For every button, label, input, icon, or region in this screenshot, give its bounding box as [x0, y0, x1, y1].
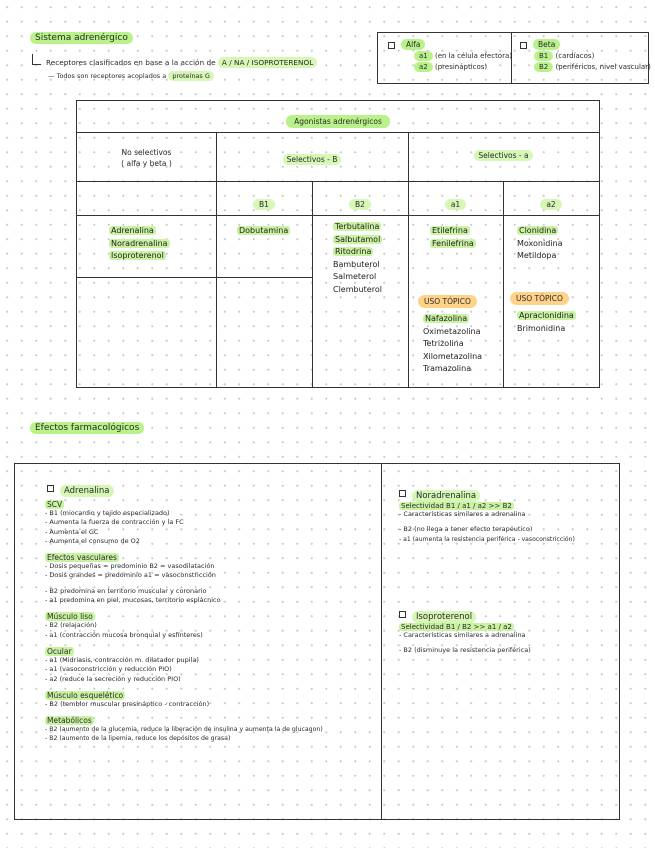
subheader-a2-text: a2	[540, 199, 561, 210]
effect-line: - a1 (vasoconstricción y reducción PIO)	[45, 665, 172, 674]
subheader-a1	[408, 192, 503, 211]
receptor-desc: (cardíacos)	[555, 52, 595, 61]
effect-line: - Aumenta el GC	[45, 527, 99, 536]
effect-section	[45, 716, 375, 744]
effect-line: - Dosis pequeñas = predominio B2 = vasodilatación	[45, 562, 215, 571]
drug-name: Salmeterol	[333, 272, 377, 281]
effect-line: - Aumenta la fuerza de contracción y la FC	[45, 518, 184, 527]
drug-item	[517, 238, 563, 251]
drug-item	[333, 259, 382, 272]
effect-line: - B1 (miocardio y tejido especializado)	[45, 509, 170, 517]
drug-item	[237, 225, 290, 238]
effects-title-text: Efectos farmacológicos	[35, 423, 140, 433]
effect-heading-text: Músculo esquelético	[47, 690, 124, 700]
drug-name: Etilefrina	[432, 226, 468, 235]
header-bracket-h	[32, 64, 41, 65]
drug-name: Nafazolina	[425, 314, 468, 323]
drug-name: Oximetazolina	[423, 326, 481, 336]
drug-name: Ritodrina	[335, 247, 372, 256]
drug-item	[423, 351, 482, 364]
effect-section	[45, 553, 375, 605]
drug-name: Apraclonidina	[519, 311, 574, 320]
effect-line: - B2 (aumento de la lipemia, reduce los depósitos de grasa)	[45, 735, 231, 743]
effect-line: - a2 (reduce la secreción y reducción PIO)	[45, 674, 181, 683]
header-line2: — Todos son receptores acoplados a proteínas G	[48, 72, 214, 81]
effect-line: - a1 (Midriasis, contracción m. dilatador pupila)	[45, 655, 199, 664]
subheader-b1	[216, 192, 312, 211]
drug-name: Clembuterol	[333, 284, 382, 294]
drug-item	[333, 284, 382, 297]
effect-line: - B2 predomina en territorio muscular y coronario	[45, 586, 207, 595]
drug-name: Dobutamina	[239, 226, 289, 235]
receptor-alfa	[388, 40, 512, 73]
header-selectivos-b	[216, 147, 408, 166]
table-vline	[216, 132, 217, 387]
drug-item	[109, 225, 170, 238]
drug-item	[517, 310, 576, 323]
adrenalina-title	[47, 478, 114, 497]
header-line2-highlight: proteínas G	[168, 71, 214, 81]
header-no-selectivos	[77, 147, 216, 169]
agonists-table	[76, 100, 600, 388]
header-no-selectivos-text: No selectivos	[121, 148, 172, 157]
table-hline	[77, 132, 599, 133]
header-line1	[46, 58, 317, 67]
receptor-beta-title-text: Beta	[533, 39, 560, 50]
drug-item	[333, 246, 382, 259]
drug-item	[517, 250, 563, 263]
effect-line: - Dosis grandes = predominio a1 = vasoconstricción	[45, 571, 216, 580]
header-line1-prefix: Receptores clasificados en base a la acción de	[46, 58, 216, 67]
subheader-b2-text: B2	[349, 199, 371, 210]
adrenalina-title-text: Adrenalina	[60, 485, 114, 497]
table-vline	[312, 181, 313, 387]
drug-item	[423, 363, 482, 376]
receptor-desc: (periféricos, nivel vascular)	[555, 63, 651, 72]
drug-item	[423, 338, 482, 351]
table-title	[77, 109, 599, 128]
receptor-alfa-title-text: Alfa	[401, 39, 425, 50]
page-title	[30, 32, 133, 44]
receptor-beta-item	[534, 63, 651, 72]
drug-item	[109, 250, 170, 263]
header-selectivos-b-text: Selectivos - B	[283, 154, 342, 165]
effect-line: - a1 predomina en piel, mucosas, territorio esplácnico	[45, 596, 221, 605]
receptor-tag: a1	[414, 51, 433, 61]
effect-line: - Características similares a adrenalina	[399, 510, 526, 518]
effect-heading	[45, 553, 375, 562]
drug-name: Terbutalina	[335, 222, 380, 231]
drugs-a2-topico	[517, 310, 576, 335]
drug-name: Isoproterenol	[111, 251, 164, 260]
drugs-a1	[430, 225, 476, 250]
checkbox-icon	[47, 485, 54, 492]
drug-name: Adrenalina	[111, 226, 154, 235]
checkbox-icon	[388, 42, 395, 49]
effects-box	[14, 463, 620, 820]
effects-title	[30, 422, 144, 434]
page-title-text: Sistema adrenérgico	[35, 33, 128, 43]
receptor-beta	[520, 40, 651, 73]
drug-name: Bambuterol	[333, 259, 380, 269]
isoproterenol-title	[399, 604, 476, 623]
drug-item	[333, 221, 382, 234]
subheader-b2	[312, 192, 408, 211]
drug-name: Tetrizolina	[423, 339, 464, 348]
receptor-beta-item	[534, 52, 651, 61]
effect-heading-text: Ocular	[47, 646, 72, 656]
effect-line: - B2 (aumento de la glucemia, reduce la liberación de insulina y aumenta la de glucagon)	[45, 726, 323, 734]
effect-heading	[45, 612, 375, 621]
receptor-alfa-title	[388, 40, 512, 49]
receptor-tag: a2	[414, 62, 433, 72]
drug-name: Noradrenalina	[111, 238, 168, 248]
table-vline	[408, 132, 409, 387]
drug-name: Brimonidina	[517, 323, 566, 333]
drugs-no-selectivos	[109, 225, 170, 263]
drugs-a1-topico	[423, 313, 482, 376]
receptor-box	[377, 32, 649, 84]
receptor-beta-title	[520, 40, 651, 49]
receptor-tag: B2	[534, 62, 553, 72]
effect-line: - B2 (no llega a tener efecto terapéutico)	[399, 525, 533, 534]
drugs-b2	[333, 221, 382, 296]
header-no-selectivos-sub: ( alfa y beta )	[121, 159, 172, 168]
drug-name: Salbutamol	[335, 234, 381, 244]
topico-label-a2	[510, 286, 569, 305]
effect-heading-text: Efectos vasculares	[47, 553, 117, 563]
subheader-b1-text: B1	[253, 199, 275, 210]
topico-label-a1-text: USO TÓPICO	[418, 295, 477, 308]
isoproterenol-body	[399, 623, 613, 656]
effect-line: - a1 (contracción mucosa bronquial y esfínteres)	[45, 630, 203, 639]
checkbox-icon	[520, 42, 527, 49]
effect-section	[45, 647, 375, 684]
drug-item	[423, 313, 482, 326]
drug-item	[423, 326, 482, 339]
table-vline	[503, 181, 504, 387]
subheader-a1-text: a1	[445, 199, 466, 210]
effect-line: - B2 (disminuye la resistencia periférica)	[399, 646, 531, 655]
receptor-alfa-item	[414, 52, 512, 61]
isoproterenol-title-text: Isoproterenol	[412, 611, 476, 623]
effect-heading	[45, 691, 375, 700]
table-hline	[77, 215, 599, 216]
selectivity-text: Selectividad B1 / B2 >> a1 / a2	[401, 623, 512, 631]
drug-name: Xilometazolina	[423, 351, 483, 361]
header-selectivos-a	[408, 143, 599, 162]
header-selectivos-a-text: Selectivos - a	[474, 150, 532, 161]
noradrenalina-title	[399, 483, 480, 502]
effect-heading	[45, 500, 375, 509]
receptor-tag: B1	[534, 51, 553, 61]
checkbox-icon	[399, 490, 406, 497]
effect-line: - Características similares a adrenalina	[399, 631, 526, 639]
drug-item	[430, 238, 476, 251]
drug-item	[333, 271, 382, 284]
receptor-desc: (en la célula efectora)	[434, 52, 512, 61]
effect-section	[45, 612, 375, 640]
noradrenalina-selectivity	[399, 502, 613, 510]
drug-name: Tramazolina	[423, 364, 472, 373]
drug-item	[517, 225, 563, 238]
table-title-text: Agonistas adrenérgicos	[286, 115, 390, 128]
subheader-a2	[503, 192, 599, 211]
effect-section	[45, 500, 375, 546]
receptor-alfa-item	[414, 63, 512, 72]
effect-heading	[45, 647, 375, 656]
effect-line: - Aumenta el consumo de O2	[45, 536, 140, 545]
topico-label-a1	[418, 289, 477, 308]
effect-line: - a1 (aumenta la resistencia periférica - vasoconstricción)	[399, 535, 575, 543]
effect-heading	[45, 716, 375, 725]
header-line2-prefix: Todos son receptores acoplados a	[56, 72, 167, 80]
drug-item	[517, 323, 576, 336]
effect-section	[45, 691, 375, 709]
drugs-b1	[237, 225, 290, 238]
noradrenalina-body	[399, 502, 613, 544]
drug-item	[430, 225, 476, 238]
effect-line: - B2 (temblor muscular presináptico - contracción)	[45, 699, 210, 708]
drug-name: Metildopa	[517, 251, 557, 260]
table-hline	[77, 277, 312, 278]
header-line1-highlight: A / NA / ISOPROTERENOL	[218, 57, 317, 68]
drug-item	[333, 234, 382, 247]
drug-name: Clonidina	[519, 226, 557, 235]
effect-line: - B2 (relajación)	[45, 621, 97, 630]
checkbox-icon	[399, 611, 406, 618]
receptor-desc: (presinápticos)	[434, 63, 488, 72]
topico-label-a2-text: USO TÓPICO	[510, 292, 569, 305]
selectivity-text: Selectividad B1 / a1 / a2 >> B2	[401, 502, 512, 510]
isoproterenol-selectivity	[399, 623, 613, 631]
effect-heading-text: SCV	[47, 500, 63, 509]
drug-name: Fenilefrina	[432, 238, 474, 248]
drug-item	[109, 238, 170, 251]
effect-heading-text: Metabólicos	[47, 716, 92, 726]
table-hline	[77, 181, 599, 182]
drug-name: Moxonidina	[517, 238, 563, 248]
effect-heading-text: Músculo liso	[47, 612, 93, 622]
adrenalina-sections	[45, 500, 375, 744]
noradrenalina-title-text: Noradrenalina	[412, 490, 480, 502]
drugs-a2	[517, 225, 563, 263]
effects-divider	[381, 464, 382, 819]
